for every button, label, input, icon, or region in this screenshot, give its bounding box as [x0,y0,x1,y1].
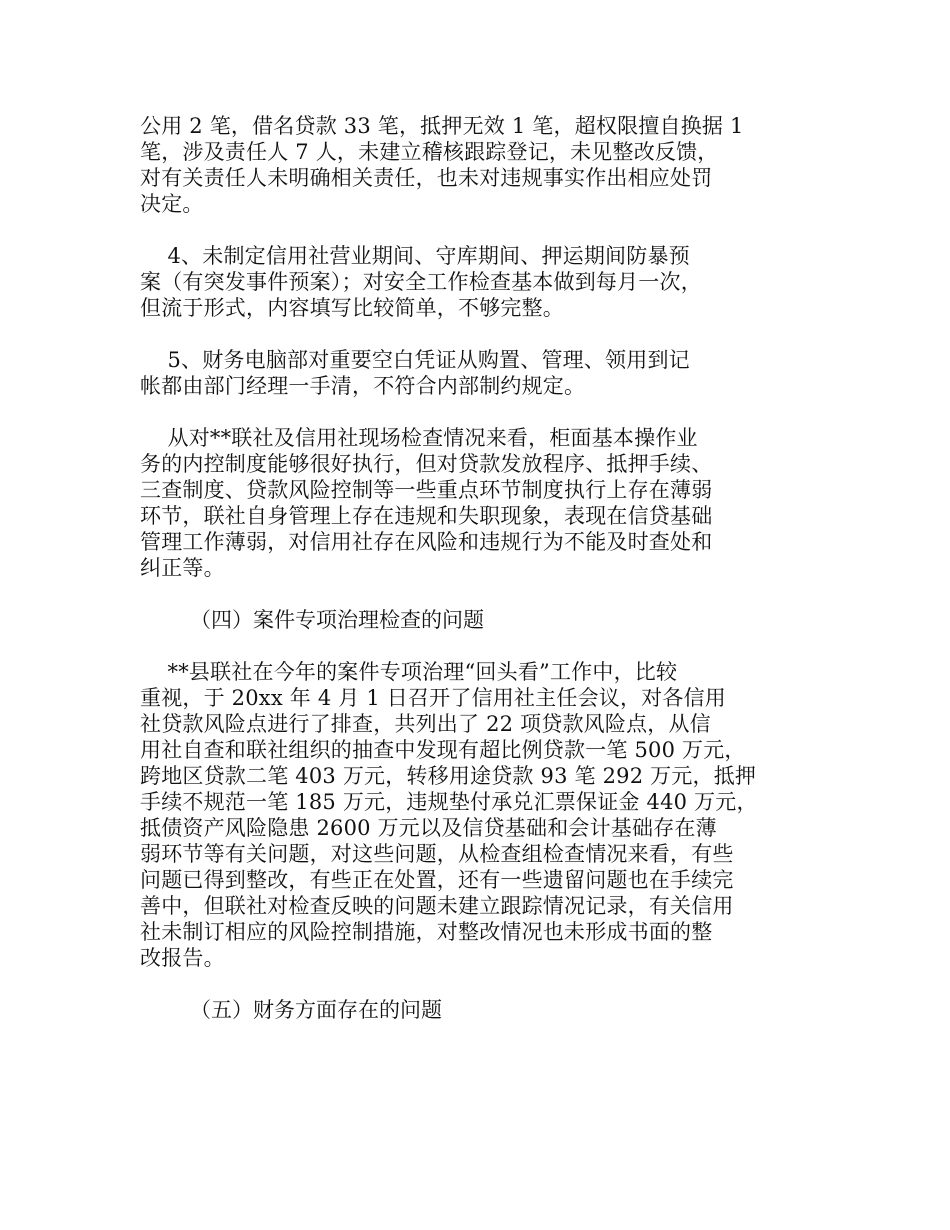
document-page [140,113,820,1023]
text-line: 手续不规范一笔 185 万元，违规垫付承兑汇票保证金 440 万元， [140,790,758,814]
text-line: 三查制度、贷款风险控制等一些重点环节制度执行上存在薄弱 [140,478,713,502]
paragraph-gap [140,321,820,347]
text-line: 跨地区贷款二笔 403 万元，转移用途贷款 93 笔 292 万元，抵押 [140,764,757,788]
text-line: **县联社在今年的案件专项治理“回头看”工作中，比较 [140,660,678,684]
text-line: 帐都由部门经理一手清，不符合内部制约规定。 [140,374,586,398]
text-line: 纠正等。 [140,556,225,580]
text-line: 5、财务电脑部对重要空白凭证从购置、管理、领用到记 [140,348,690,372]
text-line: 对有关责任人未明确相关责任，也未对违规事实作出相应处罚 [140,166,713,190]
paragraph-item-5 [140,347,820,399]
text-line: 决定。 [140,192,204,216]
text-line: 改报告。 [140,946,225,970]
paragraph-gap [140,399,820,425]
text-line: 从对**联社及信用社现场检查情况来看，柜面基本操作业 [140,426,698,450]
text-line: 4、未制定信用社营业期间、守库期间、押运期间防暴预 [140,244,690,268]
text-line: 管理工作薄弱，对信用社存在风险和违规行为不能及时查处和 [140,530,713,554]
paragraph-gap [140,217,820,243]
paragraph-gap [140,581,820,607]
text-line: 环节，联社自身管理上存在违规和失职现象，表现在信贷基础 [140,504,713,528]
text-line: 笔，涉及责任人 7 人，未建立稽核跟踪登记，未见整改反馈， [140,140,719,164]
text-line: 公用 2 笔，借名贷款 33 笔，抵押无效 1 笔，超权限擅自换据 1 [140,114,744,138]
text-line: 用社自查和联社组织的抽查中发现有超比例贷款一笔 500 万元， [140,738,746,762]
text-line: 社贷款风险点进行了排查，共列出了 22 项贷款风险点，从信 [140,712,711,736]
paragraph-gap [140,971,820,997]
paragraph-gap [140,633,820,659]
text-line: 社未制订相应的风险控制措施，对整改情况也未形成书面的整 [140,920,713,944]
text-line: 案（有突发事件预案）；对安全工作检查基本做到每月一次， [140,270,702,294]
text-line: 务的内控制度能够很好执行，但对贷款发放程序、抵押手续、 [140,452,713,476]
text-line: 问题已得到整改，有些正在处置，还有一些遗留问题也在手续完 [140,868,734,892]
paragraph-violations [140,113,820,217]
text-line: 重视，于 20xx 年 4 月 1 日召开了信用社主任会议，对各信用 [140,686,726,710]
paragraph-case-governance [140,659,820,971]
text-line: 抵债资产风险隐患 2600 万元以及信贷基础和会计基础存在薄 [140,816,717,840]
paragraph-item-4 [140,243,820,321]
section-heading-5: （五）财务方面存在的问题 [190,998,442,1022]
text-line: 弱环节等有关问题，对这些问题，从检查组检查情况来看，有些 [140,842,734,866]
text-line: 善中，但联社对检查反映的问题未建立跟踪情况记录，有关信用 [140,894,734,918]
section-heading-4: （四）案件专项治理检查的问题 [190,608,484,632]
paragraph-summary [140,425,820,581]
text-line: 但流于形式，内容填写比较简单，不够完整。 [140,296,564,320]
